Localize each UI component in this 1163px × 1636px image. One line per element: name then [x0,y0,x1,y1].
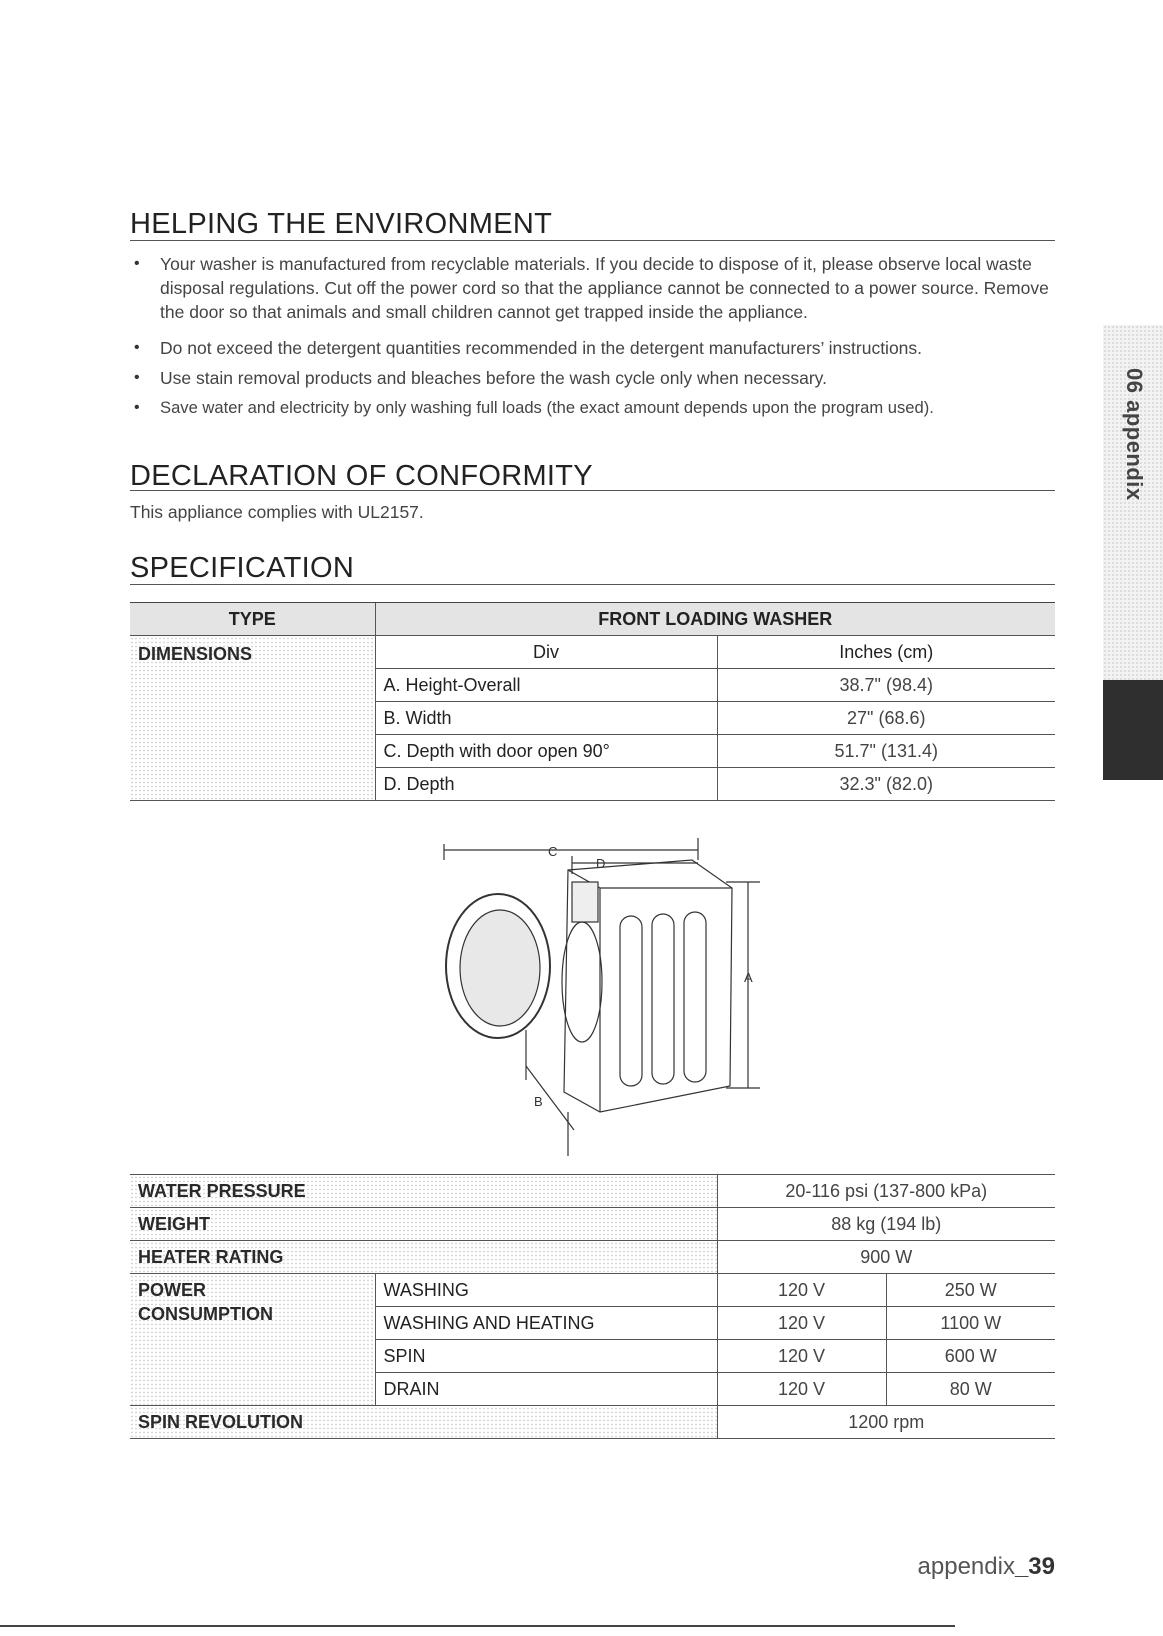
power-watt: 1100 W [886,1307,1055,1340]
env-bullet-list [130,252,1060,432]
div-header: Div [375,636,717,669]
table-row [130,1406,1055,1439]
power-volt: 120 V [717,1274,886,1307]
conformity-text: This appliance complies with UL2157. [130,502,424,522]
power-volt: 120 V [717,1340,886,1373]
conformity-heading-rule [130,490,1055,491]
power-watt: 250 W [886,1274,1055,1307]
power-mode: DRAIN [375,1373,717,1406]
table-row [130,1175,1055,1208]
spec-table [130,1174,1055,1439]
power-label-line: CONSUMPTION [138,1304,273,1324]
diagram-label-d: D [596,856,606,871]
spin-label: SPIN REVOLUTION [130,1406,717,1439]
dimension-value: 27" (68.6) [717,702,1055,735]
env-bullet: • Save water and electricity by only washing full loads (the exact amount depends upon the program used). [130,396,1060,420]
dimensions-table [130,602,1055,801]
power-volt: 120 V [717,1373,886,1406]
env-bullet: • Do not exceed the detergent quantities recommended in the detergent manufacturers’ instructions. [130,336,1060,360]
page-number: _39 [1014,1553,1055,1580]
heater-value: 900 W [717,1241,1055,1274]
weight-label: WEIGHT [130,1208,717,1241]
water-pressure-label: WATER PRESSURE [130,1175,717,1208]
table-row [130,1241,1055,1274]
type-label: TYPE [130,603,375,636]
table-row [130,1274,1055,1307]
power-mode: WASHING [375,1274,717,1307]
spec-heading: SPECIFICATION [130,552,355,584]
type-value: FRONT LOADING WASHER [375,603,1055,636]
page-footer [918,1553,1055,1581]
env-bullet: • Use stain removal products and bleaches before the wash cycle only when necessary. [130,366,1060,390]
dimension-name: D. Depth [375,768,717,801]
dimensions-label: DIMENSIONS [130,636,375,801]
env-heading: HELPING THE ENVIRONMENT [130,208,553,240]
spec-heading-rule [130,584,1055,585]
weight-value: 88 kg (194 lb) [717,1208,1055,1241]
env-bullet: • Your washer is manufactured from recyclable materials. If you decide to dispose of it, please observe local waste disposal regulations. Cut off the power cord so that the appliance cannot be connected to a power source. Remove the door so that animals and small children cannot get trapped inside the appliance. [130,252,1060,324]
power-volt: 120 V [717,1307,886,1340]
water-pressure-value: 20-116 psi (137-800 kPa) [717,1175,1055,1208]
conformity-heading: DECLARATION OF CONFORMITY [130,460,593,492]
footer-section: appendix [917,1553,1015,1580]
type-row [130,603,1055,636]
power-label-line: POWER [138,1280,207,1300]
footer-rule [0,1625,955,1627]
power-consumption-label [130,1274,375,1406]
dimension-name: C. Depth with door open 90° [375,735,717,768]
dimension-name: A. Height-Overall [375,669,717,702]
diagram-label-a: A [744,970,753,985]
washer-dimension-diagram [430,830,770,1170]
spin-value: 1200 rpm [717,1406,1055,1439]
dimension-value: 32.3" (82.0) [717,768,1055,801]
dimensions-header-row [130,636,1055,669]
power-mode: WASHING AND HEATING [375,1307,717,1340]
inches-header: Inches (cm) [717,636,1055,669]
dimension-value: 38.7" (98.4) [717,669,1055,702]
side-tab-label: 06 appendix [1122,368,1147,501]
power-watt: 80 W [886,1373,1055,1406]
side-tab-active-block [1103,680,1163,780]
table-row [130,1208,1055,1241]
heater-label: HEATER RATING [130,1241,717,1274]
power-watt: 600 W [886,1340,1055,1373]
power-mode: SPIN [375,1340,717,1373]
diagram-label-c: C [548,844,558,859]
dimension-value: 51.7" (131.4) [717,735,1055,768]
dimension-name: B. Width [375,702,717,735]
diagram-label-b: B [534,1094,543,1109]
env-heading-rule [130,240,1055,241]
